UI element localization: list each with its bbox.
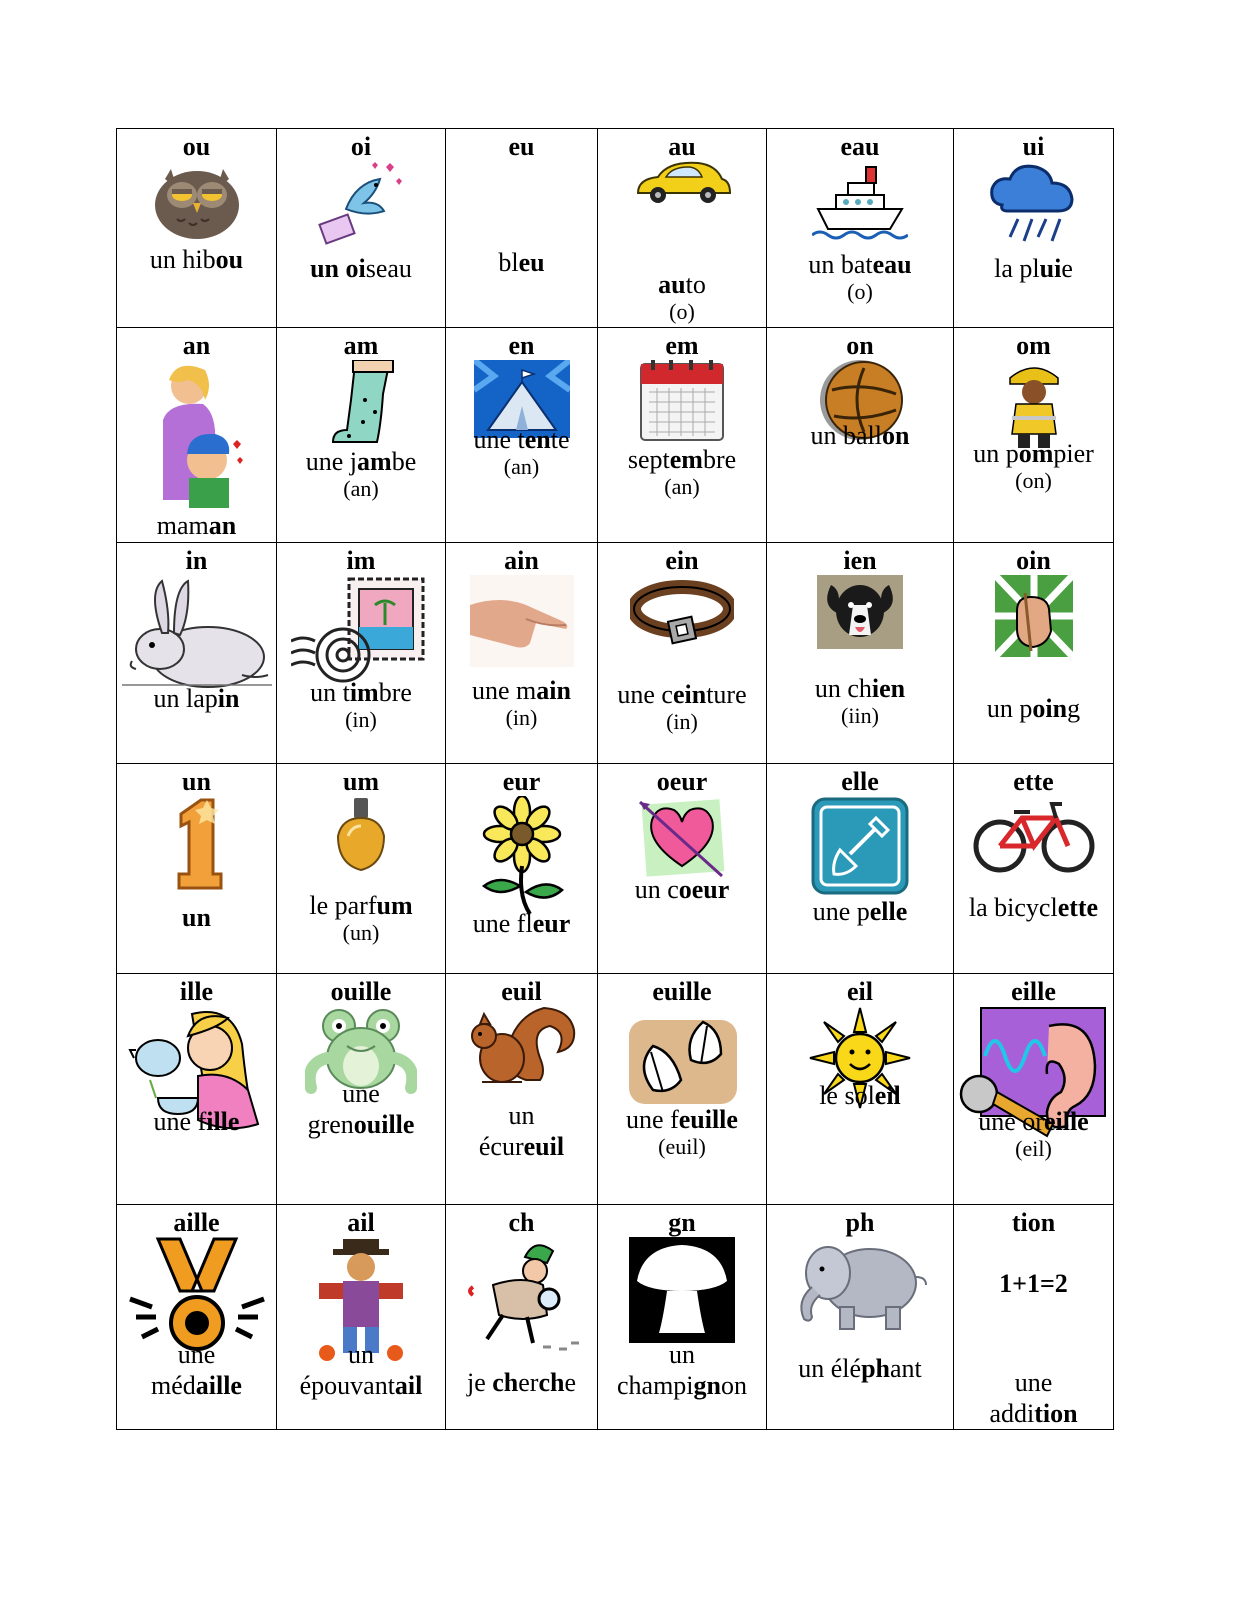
- sound-card-ouille: [277, 974, 446, 1205]
- sound-card-elle: [767, 764, 954, 974]
- example-word-line2: [602, 1370, 762, 1401]
- sound-highlight: au: [658, 270, 686, 299]
- sound-heading: gn: [668, 1208, 696, 1237]
- sound-card-on: [767, 328, 954, 543]
- word-part: une p: [812, 897, 870, 926]
- sound-heading: euil: [501, 977, 542, 1006]
- sound-heading: ou: [182, 132, 211, 161]
- example-word-line2: [121, 1370, 272, 1401]
- sound-heading: ail: [347, 1208, 375, 1237]
- pronunciation-note: (an): [664, 474, 700, 499]
- sound-heading: oin: [1016, 546, 1051, 575]
- example-word-line2: [281, 1109, 441, 1140]
- word-part: méd: [151, 1371, 196, 1400]
- sound-card-ien: [767, 543, 954, 764]
- phonics-grid: [116, 128, 1114, 1430]
- word-part: le parf: [309, 891, 377, 920]
- example-word: [958, 693, 1109, 724]
- sound-highlight: in: [217, 684, 240, 713]
- sound-heading: en: [508, 331, 535, 360]
- sound-heading: in: [185, 546, 208, 575]
- pronunciation-note: (an): [503, 454, 540, 479]
- example-word: [450, 908, 593, 939]
- sound-card-ui: [954, 129, 1114, 328]
- leaves-icon: [598, 1006, 766, 1118]
- sound-heading: ille: [179, 977, 214, 1006]
- example-word: [602, 444, 762, 475]
- sound-heading: ouille: [330, 977, 392, 1006]
- word-part: la bicycl: [968, 893, 1058, 922]
- word-part: un bat: [808, 250, 873, 279]
- sound-highlight: un: [182, 903, 211, 932]
- sound-heading: tion: [1011, 1208, 1056, 1237]
- grid-row: [117, 974, 1114, 1205]
- sound-heading: em: [665, 331, 699, 360]
- word-part: e: [1061, 254, 1073, 283]
- firefighter-icon: [954, 360, 1113, 450]
- sound-heading: on: [846, 331, 874, 360]
- pronunciation-note: (in): [505, 705, 538, 730]
- word-part: on: [721, 1371, 747, 1400]
- word-part: bl: [498, 248, 519, 277]
- sound-card-en: [446, 328, 598, 543]
- sound-card-ille: [117, 974, 277, 1205]
- sound-heading: eil: [847, 977, 873, 1006]
- pronunciation-note: (eil): [1015, 1136, 1052, 1161]
- sound-highlight: on: [882, 421, 910, 450]
- sound-highlight: ein: [672, 680, 707, 709]
- sound-heading: oeur: [656, 767, 708, 796]
- word-part: sept: [627, 445, 670, 474]
- example-word: [958, 892, 1109, 923]
- sound-highlight: euil: [523, 1132, 565, 1161]
- sound-highlight: oin: [1032, 694, 1068, 723]
- pronunciation-note: (an): [343, 476, 379, 501]
- sound-highlight: eau: [872, 250, 912, 279]
- car-icon: [598, 159, 766, 209]
- sound-heading: elle: [841, 767, 879, 796]
- sound-card-em: [598, 328, 767, 543]
- sound-highlight: eur: [532, 909, 571, 938]
- word-part: e: [564, 1368, 576, 1397]
- sound-card-eu: [446, 129, 598, 328]
- word-part: une f: [626, 1105, 679, 1134]
- sound-heading: un: [182, 767, 211, 796]
- sound-heading: ien: [843, 546, 877, 575]
- sound-card-ph: [767, 1205, 954, 1430]
- sound-card-eau: [767, 129, 954, 328]
- sound-heading: aille: [173, 1208, 220, 1237]
- example-word: [450, 247, 593, 278]
- pronunciation-note: (in): [666, 709, 698, 734]
- word-part: le sol: [819, 1081, 875, 1110]
- example-word: [958, 1367, 1109, 1398]
- bird-letter-icon: [277, 159, 445, 249]
- sound-card-in: [117, 543, 277, 764]
- belt-icon: [598, 575, 766, 647]
- word-part: écur: [478, 1132, 524, 1161]
- detective-icon: [446, 1237, 597, 1355]
- sound-card-ette: [954, 764, 1114, 974]
- number-one-icon: [117, 796, 276, 892]
- sound-heading: eille: [1011, 977, 1056, 1006]
- sound-highlight: aille: [195, 1371, 242, 1400]
- example-word: [771, 896, 949, 927]
- word-part: un élé: [798, 1354, 862, 1383]
- word-part: un: [669, 1340, 695, 1369]
- sound-highlight: ou: [215, 245, 244, 274]
- example-word: [121, 1106, 272, 1137]
- word-part: to: [685, 270, 706, 299]
- sound-card-euille: [598, 974, 767, 1205]
- example-word: [602, 874, 762, 905]
- sound-highlight: elle: [869, 897, 908, 926]
- sound-card-am: [277, 328, 446, 543]
- example-word: [450, 1100, 593, 1131]
- shovel-icon: [767, 796, 953, 896]
- example-word: [281, 1078, 441, 1109]
- word-part: une or: [978, 1107, 1044, 1136]
- leg-icon: [277, 360, 445, 456]
- grid-row: [117, 1205, 1114, 1430]
- word-part: une t: [473, 425, 525, 454]
- sound-card-ch: [446, 1205, 598, 1430]
- pronunciation-note: (o): [669, 299, 695, 324]
- word-part: be: [391, 447, 417, 476]
- sound-card-im: [277, 543, 446, 764]
- sound-highlight: ille: [206, 1107, 240, 1136]
- rain-cloud-icon: [954, 159, 1113, 251]
- sound-heading: oi: [350, 132, 372, 161]
- sound-highlight: gn: [693, 1371, 721, 1400]
- sound-card-ein: [598, 543, 767, 764]
- word-part: un p: [973, 439, 1019, 468]
- example-word-line2: [958, 1398, 1109, 1429]
- word-part: pier: [1053, 439, 1094, 468]
- dog-icon: [767, 575, 953, 649]
- sound-card-au: [598, 129, 767, 328]
- pronunciation-note: (euil): [658, 1134, 706, 1159]
- word-part: seau: [365, 254, 412, 283]
- sound-heading: ette: [1013, 767, 1054, 796]
- word-part: une: [1014, 1368, 1053, 1397]
- grid-row: [117, 129, 1114, 328]
- word-part: ture: [706, 680, 747, 709]
- sound-heading: om: [1016, 331, 1051, 360]
- ship-icon: [767, 159, 953, 243]
- example-word: [958, 1106, 1109, 1137]
- owl-icon: [117, 159, 276, 241]
- word-part: une m: [472, 676, 537, 705]
- calendar-icon: [598, 360, 766, 442]
- word-part: une: [177, 1340, 216, 1369]
- sound-card-ail: [277, 1205, 446, 1430]
- word-part: un: [508, 1101, 535, 1130]
- example-word: [121, 244, 272, 275]
- sound-highlight: em: [669, 445, 703, 474]
- bicycle-icon: [954, 796, 1113, 876]
- sound-heading: ain: [504, 546, 539, 575]
- example-word: [281, 1339, 441, 1370]
- sound-card-ain: [446, 543, 598, 764]
- sound-card-aille: [117, 1205, 277, 1430]
- example-word: [281, 890, 441, 921]
- word-part: un t: [310, 678, 350, 707]
- sound-card-eille: [954, 974, 1114, 1205]
- sound-heading: im: [346, 546, 376, 575]
- sound-highlight: eu: [518, 248, 545, 277]
- elephant-icon: [767, 1237, 953, 1331]
- word-part: un: [348, 1340, 374, 1369]
- equation-text: 1+1=2: [999, 1269, 1068, 1298]
- word-part: er: [518, 1368, 539, 1397]
- sound-highlight: ui: [1039, 254, 1062, 283]
- sound-highlight: ette: [1057, 893, 1099, 922]
- sound-highlight: euille: [678, 1105, 738, 1134]
- sound-highlight: un oi: [310, 254, 366, 283]
- sound-card-euil: [446, 974, 598, 1205]
- sound-card-om: [954, 328, 1114, 543]
- sound-heading: eu: [508, 132, 535, 161]
- example-word: [121, 683, 272, 714]
- pronunciation-note: (iin): [841, 703, 879, 728]
- sound-card-tion: [954, 1205, 1114, 1430]
- mother-child-icon: [117, 360, 276, 508]
- sound-card-oeur: [598, 764, 767, 974]
- example-word: [602, 269, 762, 300]
- sound-highlight: om: [1018, 439, 1054, 468]
- sound-heading: au: [668, 132, 696, 161]
- sound-heading: ph: [845, 1208, 875, 1237]
- word-part: un p: [986, 694, 1033, 723]
- word-part: une j: [305, 447, 358, 476]
- sound-heading: ch: [508, 1208, 535, 1237]
- sound-highlight: im: [349, 678, 379, 707]
- sound-highlight: am: [357, 447, 392, 476]
- sound-highlight: um: [376, 891, 413, 920]
- sound-highlight: ail: [394, 1371, 423, 1400]
- word-part: addi: [989, 1399, 1035, 1428]
- word-part: un lap: [153, 684, 218, 713]
- heart-icon: [598, 796, 766, 882]
- sound-highlight: oeur: [678, 875, 730, 904]
- sound-highlight: ph: [861, 1354, 890, 1383]
- example-word: [281, 253, 441, 284]
- example-word: [602, 1104, 762, 1135]
- hand-icon: [446, 575, 597, 667]
- example-word: [771, 249, 949, 280]
- squirrel-icon: [446, 1006, 597, 1096]
- sound-card-eil: [767, 974, 954, 1205]
- example-word: [771, 420, 949, 451]
- word-part: une: [342, 1079, 380, 1108]
- sound-card-eur: [446, 764, 598, 974]
- word-part: bre: [378, 678, 412, 707]
- rabbit-icon: [117, 575, 276, 695]
- grid-row: [117, 764, 1114, 974]
- word-part: je: [466, 1368, 493, 1397]
- word-part: ant: [889, 1354, 922, 1383]
- example-word: [958, 253, 1109, 284]
- grid-row: [117, 543, 1114, 764]
- sound-highlight: eil: [874, 1081, 901, 1110]
- sound-card-um: [277, 764, 446, 974]
- sound-highlight: eille: [1043, 1107, 1089, 1136]
- sound-card-an: [117, 328, 277, 543]
- example-word: [771, 1080, 949, 1111]
- sound-heading: eur: [502, 767, 541, 796]
- stamp-icon: [277, 575, 445, 693]
- example-word: [281, 677, 441, 708]
- word-part: un ball: [810, 421, 883, 450]
- sound-highlight: en: [524, 425, 551, 454]
- sound-heading: eau: [840, 132, 880, 161]
- example-word: [281, 446, 441, 477]
- sound-card-ou: [117, 129, 277, 328]
- pronunciation-note: (on): [1015, 468, 1052, 493]
- sound-card-un: [117, 764, 277, 974]
- sound-card-gn: [598, 1205, 767, 1430]
- word-part: g: [1067, 694, 1081, 723]
- sound-card-oi: [277, 129, 446, 328]
- word-part: un ch: [814, 674, 872, 703]
- example-word: [450, 675, 593, 706]
- word-part: te: [550, 425, 570, 454]
- pronunciation-note: (un): [342, 920, 380, 945]
- word-part: champi: [617, 1371, 694, 1400]
- flower-icon: [446, 796, 597, 916]
- sound-highlight: ch: [538, 1368, 565, 1397]
- sound-highlight: tion: [1034, 1399, 1078, 1428]
- example-word: [771, 673, 949, 704]
- word-part: épouvant: [299, 1371, 395, 1400]
- example-word: [450, 1367, 593, 1398]
- sound-heading: euille: [652, 977, 712, 1006]
- pronunciation-note: (in): [345, 707, 377, 732]
- sound-highlight: ouille: [353, 1110, 415, 1139]
- word-part: une fl: [472, 909, 533, 938]
- example-word: [121, 902, 272, 933]
- sound-heading: ein: [665, 546, 699, 575]
- sound-highlight: ain: [536, 676, 571, 705]
- example-word-line2: [450, 1131, 593, 1162]
- example-word: [602, 1339, 762, 1370]
- sound-highlight: ch: [492, 1368, 519, 1397]
- example-word: [602, 679, 762, 710]
- word-part: une f: [153, 1107, 207, 1136]
- word-part: bre: [702, 445, 737, 474]
- word-part: gren: [307, 1110, 354, 1139]
- word-part: une c: [617, 680, 673, 709]
- sound-highlight: an: [208, 511, 237, 540]
- perfume-icon: [277, 796, 445, 876]
- word-part: un hib: [149, 245, 216, 274]
- example-word: [450, 424, 593, 455]
- grid-row: [117, 328, 1114, 543]
- word-part: mam: [156, 511, 209, 540]
- sound-heading: am: [343, 331, 379, 360]
- fist-icon: [954, 575, 1113, 657]
- example-word: [771, 1353, 949, 1384]
- sound-heading: an: [182, 331, 211, 360]
- word-part: un c: [634, 875, 679, 904]
- example-word: [958, 438, 1109, 469]
- sound-card-oin: [954, 543, 1114, 764]
- example-word: [121, 510, 272, 541]
- example-word: [121, 1339, 272, 1370]
- sound-highlight: ien: [871, 674, 906, 703]
- word-part: la pl: [994, 254, 1040, 283]
- example-word-line2: [281, 1370, 441, 1401]
- mushroom-icon: [598, 1237, 766, 1343]
- sound-heading: um: [342, 767, 380, 796]
- sound-heading: ui: [1022, 132, 1045, 161]
- pronunciation-note: (o): [847, 279, 873, 304]
